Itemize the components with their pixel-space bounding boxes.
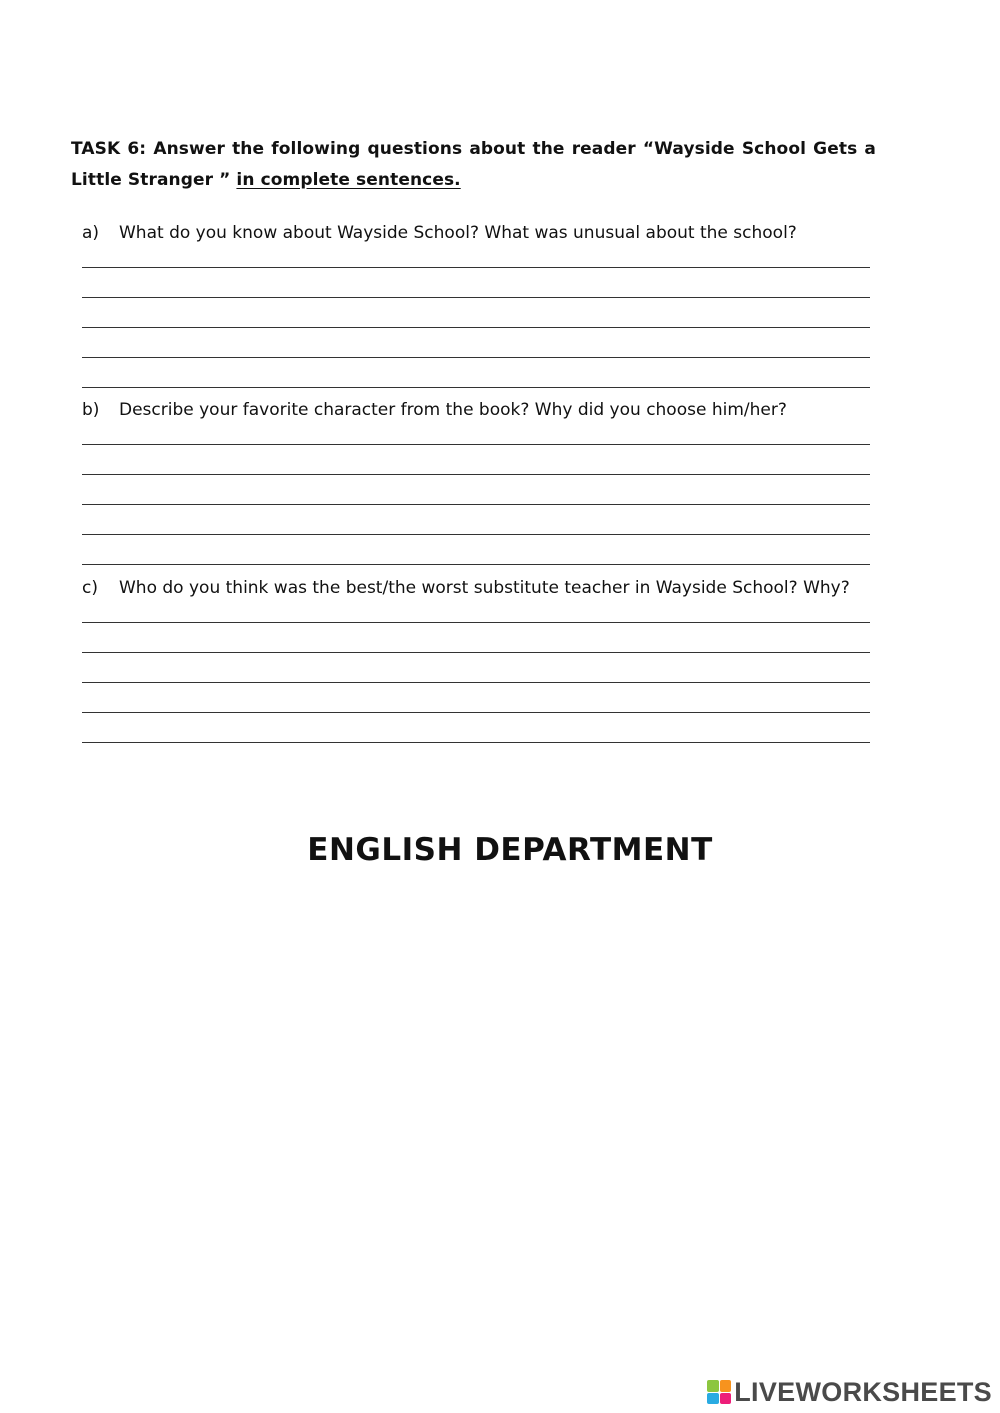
liveworksheets-logo-icon [707, 1380, 731, 1404]
answer-line[interactable] [82, 622, 870, 623]
answer-line[interactable] [82, 444, 870, 445]
answer-line[interactable] [82, 682, 870, 683]
answer-line[interactable] [82, 474, 870, 475]
answer-line[interactable] [82, 712, 870, 713]
question-text: Describe your favorite character from the book? Why did you choose him/her? [119, 400, 787, 420]
answer-line[interactable] [82, 652, 870, 653]
question-text: What do you know about Wayside School? What was unusual about the school? [119, 223, 797, 243]
liveworksheets-brand-text: LIVEWORKSHEETS [734, 1376, 992, 1407]
liveworksheets-watermark[interactable] [707, 1375, 992, 1409]
logo-square [707, 1380, 719, 1392]
question-letter: b) [82, 400, 100, 420]
answer-line[interactable] [82, 504, 870, 505]
answer-line[interactable] [82, 387, 870, 388]
answer-line[interactable] [82, 327, 870, 328]
answer-line[interactable] [82, 297, 870, 298]
answer-line[interactable] [82, 267, 870, 268]
answer-line[interactable] [82, 742, 870, 743]
department-title: ENGLISH DEPARTMENT [307, 832, 713, 868]
logo-square [707, 1393, 719, 1405]
question-b [82, 398, 882, 422]
answer-line[interactable] [82, 357, 870, 358]
task-instruction: in complete sentences. [236, 170, 461, 190]
logo-square [720, 1380, 732, 1392]
question-text: Who do you think was the best/the worst substitute teacher in Wayside School? Why? [119, 578, 850, 598]
answer-line[interactable] [82, 564, 870, 565]
logo-square [720, 1393, 732, 1405]
question-letter: c) [82, 578, 98, 598]
answer-line[interactable] [82, 534, 870, 535]
task-heading-text: TASK 6: Answer the following questions about the reader “Wayside School Gets a Little Stranger ” [71, 139, 876, 190]
question-letter: a) [82, 223, 100, 243]
task-heading [71, 134, 876, 196]
question-c [82, 576, 882, 600]
question-a [82, 221, 882, 245]
